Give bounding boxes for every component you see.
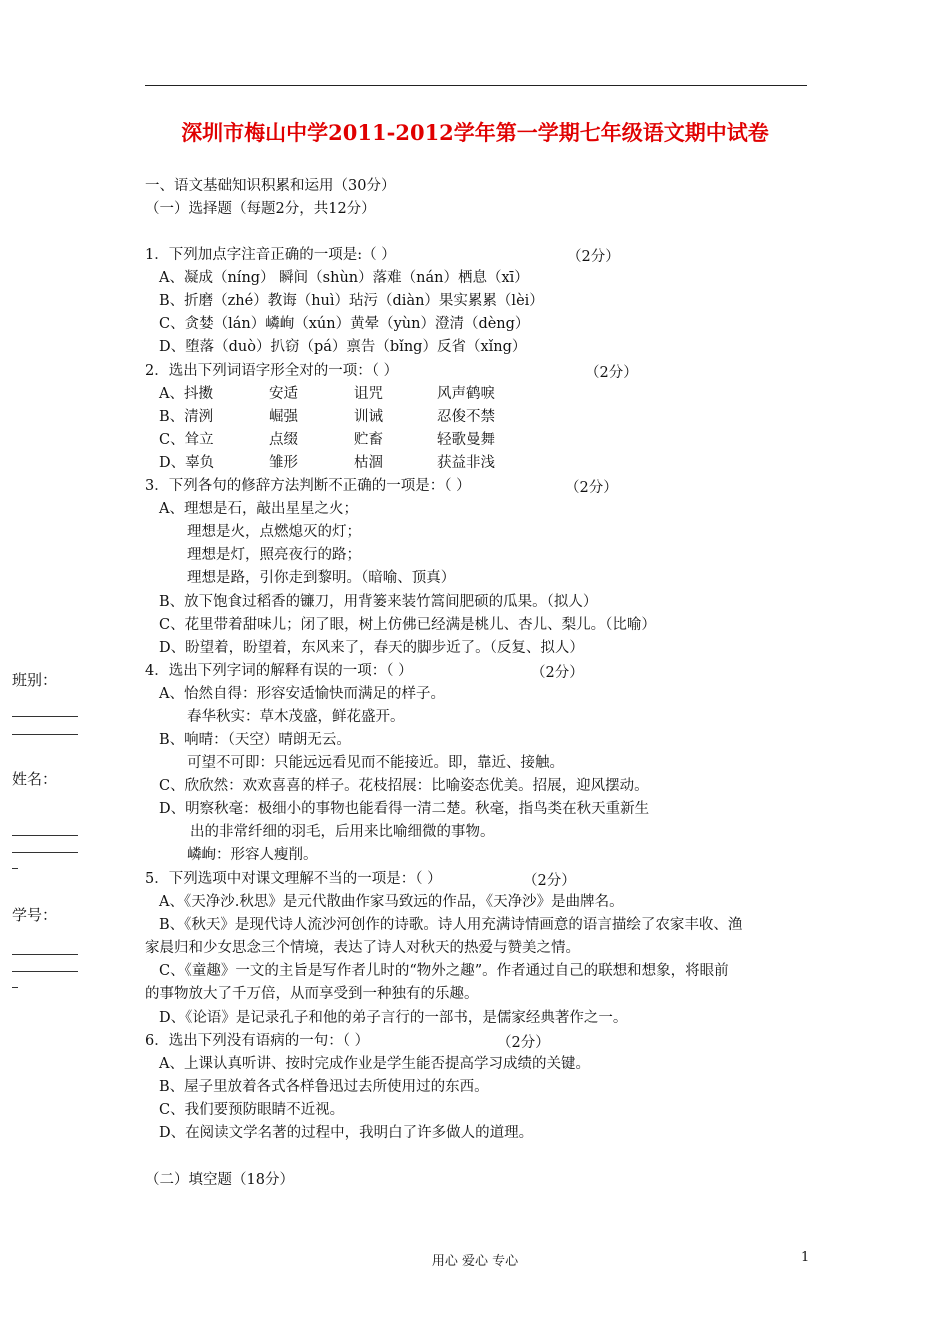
student-id-label: 学号：	[12, 906, 58, 924]
name-fill-line	[12, 852, 78, 853]
q6-option-c: C、我们要预防眼睛不近视。	[159, 1102, 345, 1118]
q3-option-c: C、花里带着甜味儿；闭了眼，树上仿佛已经满是桃儿、杏儿、梨儿。（比喻）	[159, 617, 656, 633]
q5-option-d: D、《论语》是记录孔子和他的弟子言行的一部书，是儒家经典著作之一。	[159, 1010, 628, 1026]
q4-option-d-line2: 出的非常纤细的羽毛，后用来比喻细微的事物。	[190, 824, 495, 840]
q5-stem: 5．下列选项中对课文理解不当的一项是：（ ）	[145, 871, 442, 887]
q4-option-c: C、欣欣然：欢欢喜喜的样子。花枝招展：比喻姿态优美。招展，迎风摆动。	[159, 778, 649, 794]
top-rule	[145, 85, 807, 86]
class-fill-line	[12, 734, 78, 735]
q2-option-b: B、清洌 崛强 训诫 忍俊不禁	[159, 409, 495, 425]
q6-option-d: D、在阅读文学名著的过程中，我明白了许多做人的道理。	[159, 1125, 534, 1141]
q3-option-a-line3: 理想是灯，照亮夜行的路；	[187, 547, 361, 563]
q6-option-b: B、屋子里放着各式各样鲁迅过去所使用过的东西。	[159, 1079, 489, 1095]
q4-points: （2分）	[531, 665, 584, 681]
name-fill-dash	[12, 868, 18, 869]
q1-stem: 1．下列加点字注音正确的一项是:（ ）	[145, 247, 396, 263]
subsection-heading: （一）选择题（每题2分，共12分）	[145, 201, 376, 217]
q5-option-c-line1: C、《童趣》一文的主旨是写作者儿时的“物外之趣”。作者通过自己的联想和想象，将眼前	[159, 963, 729, 979]
q1-points: （2分）	[567, 249, 620, 265]
class-fill-line	[12, 716, 78, 717]
q3-stem: 3．下列各句的修辞方法判断不正确的一项是：（ ）	[145, 478, 471, 494]
q3-option-a-line1: A、理想是石，敲出星星之火；	[159, 501, 358, 517]
q1-option-b: B、折磨（zhé）教诲（huì）玷污（diàn）果实累累（lèi）	[159, 293, 544, 309]
id-fill-dash	[12, 987, 18, 988]
q4-stem: 4．选出下列字词的解释有误的一项：（ ）	[145, 663, 413, 679]
page-title: 深圳市梅山中学2011-2012学年第一学期七年级语文期中试卷	[181, 120, 769, 145]
q5-option-b-line2: 家晨归和少女思念三个情境，表达了诗人对秋天的热爱与赞美之情。	[145, 940, 580, 956]
q6-points: （2分）	[497, 1035, 550, 1051]
q3-option-d: D、盼望着，盼望着，东风来了，春天的脚步近了。（反复、拟人）	[159, 640, 584, 656]
q6-stem: 6．选出下列没有语病的一句：（ ）	[145, 1033, 370, 1049]
q4-option-a-line1: A、怡然自得：形容安适愉快而满足的样子。	[159, 686, 445, 702]
q5-points: （2分）	[523, 873, 576, 889]
q6-option-a: A、上课认真听讲、按时完成作业是学生能否提高学习成绩的关键。	[159, 1056, 590, 1072]
q2-option-c: C、耸立 点缀 贮畜 轻歌曼舞	[159, 432, 495, 448]
class-label: 班别：	[12, 671, 58, 689]
q4-option-d-line1: D、明察秋毫：极细小的事物也能看得一清二楚。秋毫，指鸟类在秋天重新生	[159, 801, 650, 817]
footer-text: 用心 爱心 专心	[431, 1254, 519, 1269]
q1-option-a: A、凝成（níng） 瞬间（shùn）落难（nán）栖息（xī）	[159, 270, 529, 286]
id-fill-line	[12, 954, 78, 955]
name-label: 姓名：	[12, 770, 58, 788]
q2-stem: 2．选出下列词语字形全对的一项：（ ）	[145, 363, 399, 379]
subsection-heading-2: （二）填空题（18分）	[145, 1172, 294, 1188]
q3-option-a-line2: 理想是火，点燃熄灭的灯；	[187, 524, 361, 540]
section-heading: 一、语文基础知识积累和运用（30分）	[145, 178, 396, 194]
q5-option-b-line1: B、《秋天》是现代诗人流沙河创作的诗歌。诗人用充满诗情画意的语言描绘了农家丰收、渔	[159, 917, 743, 933]
q5-option-a: A、《天净沙.秋思》是元代散曲作家马致远的作品，《天净沙》是曲牌名。	[159, 894, 624, 910]
id-fill-line	[12, 971, 78, 972]
q2-points: （2分）	[585, 365, 638, 381]
q1-option-d: D、堕落（duò）扒窃（pá）禀告（bǐng）反省（xǐng）	[159, 339, 527, 355]
q2-option-a: A、抖擞 安适 诅咒 风声鹤唳	[159, 386, 495, 402]
q3-points: （2分）	[565, 480, 618, 496]
q4-option-a-line2: 春华秋实：草木茂盛，鲜花盛开。	[187, 709, 405, 725]
q3-option-a-line4: 理想是路，引你走到黎明。（暗喻、顶真）	[187, 570, 456, 586]
q4-option-b-line2: 可望不可即：只能远远看见而不能接近。即，靠近、接触。	[187, 755, 564, 771]
q4-option-d-line3: 嶙峋：形容人瘦削。	[187, 847, 318, 863]
page-number: 1	[801, 1250, 810, 1265]
q2-option-d: D、辜负 雏形 枯涸 获益非浅	[159, 455, 495, 471]
q1-option-c: C、贪婪（lán）嶙峋（xún）黄晕（yùn）澄清（dèng）	[159, 316, 530, 332]
q3-option-b: B、放下饱食过稻香的镰刀，用背篓来装竹篙间肥硕的瓜果。（拟人）	[159, 594, 598, 610]
name-fill-line	[12, 835, 78, 836]
q4-option-b-line1: B、响晴：（天空）晴朗无云。	[159, 732, 351, 748]
q5-option-c-line2: 的事物放大了千万倍，从而享受到一种独有的乐趣。	[145, 986, 479, 1002]
